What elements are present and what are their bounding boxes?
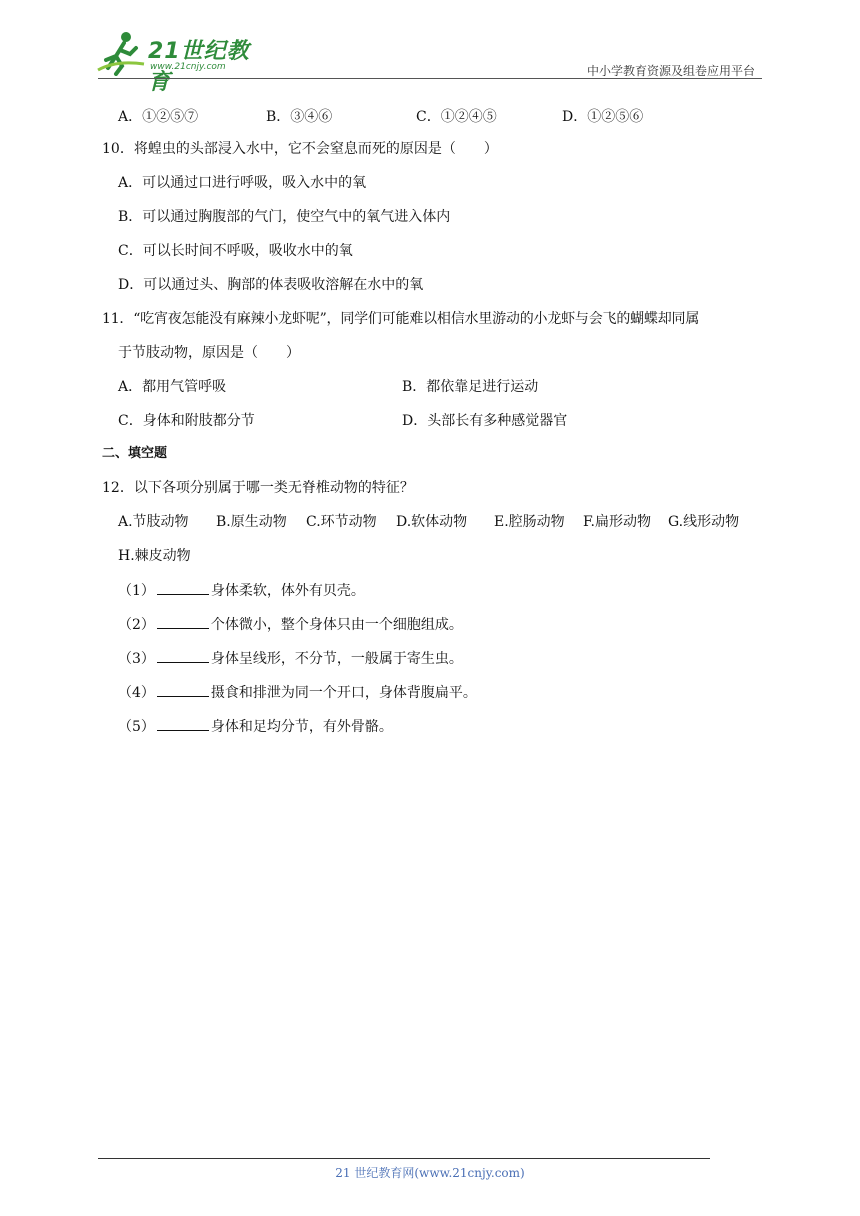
q11-option-d: D．头部长有多种感觉器官	[402, 413, 568, 429]
q10-stem: 10．将蝗虫的头部浸入水中，它不会窒息而死的原因是（ ）	[102, 141, 498, 157]
q12-choice-c: C.环节动物	[306, 514, 377, 530]
q12-choice-a: A.节肢动物	[118, 514, 189, 530]
q12-choice-d: D.软体动物	[396, 514, 468, 530]
q11-stem-line1: 11．“吃宵夜怎能没有麻辣小龙虾呢”，同学们可能难以相信水里游动的小龙虾与会飞的蝴蝶却同属	[102, 311, 700, 327]
q12-choice-b: B.原生动物	[216, 514, 287, 530]
footer-divider	[98, 1158, 710, 1159]
q12-item-text: 摄食和排泄为同一个开口，身体背腹扁平。	[210, 685, 477, 701]
answer-blank[interactable]	[157, 682, 209, 697]
answer-blank[interactable]	[157, 648, 209, 663]
q9-option-b: B．③④⑥	[266, 109, 333, 125]
q12-choice-f: F.扁形动物	[583, 514, 651, 530]
q10-option-a: A．可以通过口进行呼吸，吸入水中的氧	[118, 175, 367, 191]
q12-item-text: 个体微小，整个身体只由一个细胞组成。	[210, 617, 463, 633]
q12-item-number: （3）	[118, 651, 155, 667]
q12-item-1	[118, 580, 365, 601]
site-logo	[96, 30, 266, 95]
answer-blank[interactable]	[157, 716, 209, 731]
q12-item-number: （2）	[118, 617, 155, 633]
q11-stem-line2: 于节肢动物，原因是（ ）	[118, 345, 300, 361]
q12-choice-g: G.线形动物	[668, 514, 740, 530]
logo-url-text: www.21cnjy.com	[150, 62, 226, 72]
q10-option-c: C．可以长时间不呼吸，吸收水中的氧	[118, 243, 353, 259]
q12-choice-h: H.棘皮动物	[118, 548, 191, 564]
footer-link[interactable]: 21 世纪教育网(www.21cnjy.com)	[335, 1166, 525, 1180]
header-divider	[98, 78, 762, 79]
section-title-fill-in: 二、填空题	[102, 446, 168, 461]
q12-item-number: （1）	[118, 583, 155, 599]
q10-option-d: D．可以通过头、胸部的体表吸收溶解在水中的氧	[118, 277, 424, 293]
q9-option-d: D．①②⑤⑥	[562, 109, 644, 125]
q12-stem: 12．以下各项分别属于哪一类无脊椎动物的特征？	[102, 480, 414, 496]
q12-item-text: 身体和足均分节，有外骨骼。	[210, 719, 393, 735]
q12-item-4	[118, 682, 477, 703]
q12-item-text: 身体柔软，体外有贝壳。	[210, 583, 365, 599]
page-header	[0, 0, 860, 95]
answer-blank[interactable]	[157, 580, 209, 595]
q10-option-b: B．可以通过胸腹部的气门，使空气中的氧气进入体内	[118, 209, 451, 225]
q12-item-number: （5）	[118, 719, 155, 735]
q11-option-a: A．都用气管呼吸	[118, 379, 227, 395]
q12-choice-e: E.腔肠动物	[494, 514, 565, 530]
q12-item-5	[118, 716, 393, 737]
q12-item-2	[118, 614, 463, 635]
q12-item-text: 身体呈线形，不分节，一般属于寄生虫。	[210, 651, 463, 667]
q9-option-c: C．①②④⑤	[416, 109, 497, 125]
answer-blank[interactable]	[157, 614, 209, 629]
q9-option-a: A．①②⑤⑦	[118, 109, 199, 125]
q11-option-b: B．都依靠足进行运动	[402, 379, 539, 395]
logo-brand-text: 21世纪教育	[148, 39, 250, 95]
platform-name: 中小学教育资源及组卷应用平台	[586, 64, 755, 78]
q12-item-number: （4）	[118, 685, 155, 701]
q12-item-3	[118, 648, 463, 669]
q11-option-c: C．身体和附肢都分节	[118, 413, 255, 429]
running-figure-icon	[96, 30, 146, 76]
